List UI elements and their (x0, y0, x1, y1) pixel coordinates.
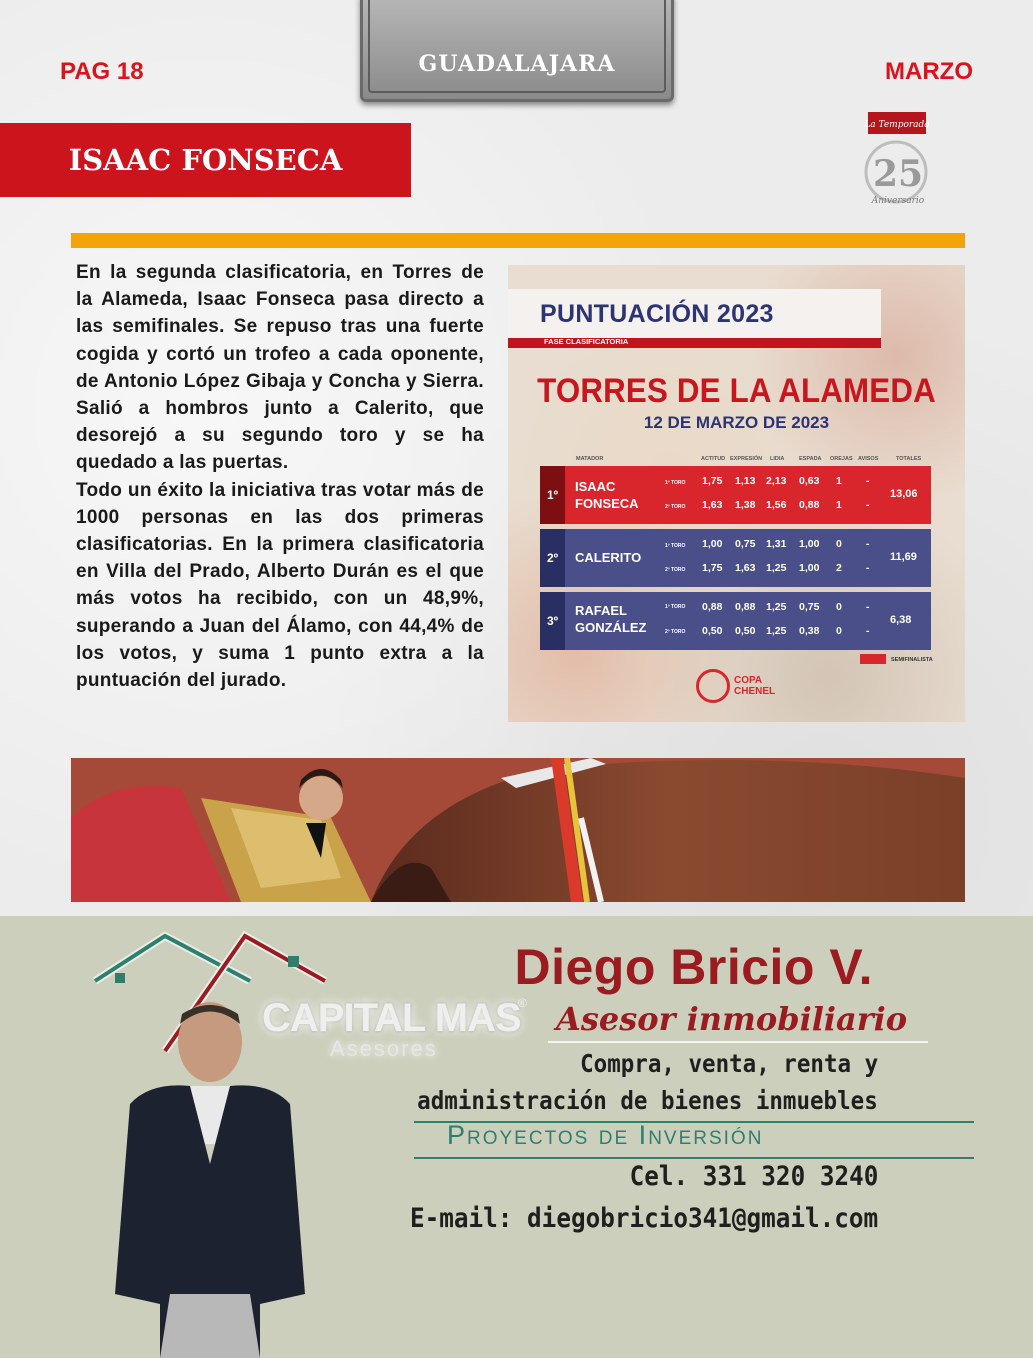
score-value: 1,75 (702, 562, 723, 574)
score-row (540, 529, 931, 587)
score-value: 1,00 (799, 562, 820, 574)
score-value: 1,63 (702, 499, 723, 511)
score-value: - (866, 601, 870, 613)
agent-portrait (110, 994, 310, 1358)
services-line: administración de bienes inmuebles (417, 1086, 878, 1115)
header-totales: TOTALES (896, 456, 922, 462)
matador-name: GONZÁLEZ (575, 620, 647, 635)
score-value: 0,88 (799, 499, 820, 511)
rank: 1º (540, 466, 565, 524)
scorecard-venue: TORRES DE LA ALAMEDA (537, 372, 936, 410)
agent-name: Diego Bricio V. (514, 939, 873, 995)
bullfight-photo (71, 758, 965, 902)
score-value: 0,50 (702, 625, 723, 637)
score-value: 0,63 (799, 475, 820, 487)
city-title: GUADALAJARA (418, 51, 616, 77)
score-value: 0,75 (799, 601, 820, 613)
divider (548, 1041, 928, 1043)
score-value: 2,13 (766, 475, 787, 487)
real-estate-ad (0, 916, 1033, 1358)
toro-label: 1º TORO (665, 543, 686, 549)
toro-label: 1º TORO (665, 480, 686, 486)
score-value: 1,63 (735, 562, 756, 574)
score-value: - (866, 475, 870, 487)
anniversary-logo (858, 110, 938, 210)
rank: 3º (540, 592, 565, 650)
toro-label: 2º TORO (665, 629, 686, 635)
brand-logo (734, 675, 775, 697)
services-line: Compra, venta, renta y (579, 1049, 878, 1078)
header-espada: ESPADA (799, 456, 822, 462)
score-value: 0,75 (735, 538, 756, 550)
toro-label: 2º TORO (665, 567, 686, 573)
agent-role: Asesor inmobiliario (556, 1000, 908, 1038)
section-banner (0, 123, 411, 197)
legend-swatch (860, 654, 886, 664)
score-value: 0,88 (702, 601, 723, 613)
score-value: - (866, 499, 870, 511)
email-address: E-mail: diegobricio341@gmail.com (409, 1203, 878, 1234)
score-value: 0 (836, 625, 842, 637)
scorecard-image (508, 265, 965, 722)
score-value: 0 (836, 601, 842, 613)
header-actitud: ACTITUD (701, 456, 726, 462)
brand-name: CAPITAL MAS (262, 996, 521, 1040)
phone-number: Cel. 331 320 3240 (629, 1161, 878, 1192)
score-value: 1,56 (766, 499, 787, 511)
score-value: 1,00 (799, 538, 820, 550)
matador-name: FONSECA (575, 496, 639, 511)
section-title: ISAAC FONSECA (68, 143, 343, 177)
score-value: 1 (836, 475, 842, 487)
score-row (540, 592, 931, 650)
score-value: - (866, 562, 870, 574)
score-value: - (866, 625, 870, 637)
article-body (76, 259, 484, 694)
score-value: 0 (836, 538, 842, 550)
score-value: 1,38 (735, 499, 756, 511)
brand-subtitle: Asesores (330, 1036, 438, 1061)
logo-sub-text: Aniversario (871, 196, 925, 206)
total-score: 6,38 (890, 614, 912, 626)
score-value: 0,50 (735, 625, 756, 637)
header-expresion: EXPRESIÓN (730, 456, 763, 462)
rank: 2º (540, 529, 565, 587)
toro-label: 2º TORO (665, 504, 686, 510)
registered-mark: ® (518, 996, 527, 1010)
scorecard-phase: FASE CLASIFICATORIA (544, 337, 629, 346)
header-orejas: OREJAS (830, 456, 853, 462)
score-value: 2 (836, 562, 842, 574)
score-value: 1,31 (766, 538, 787, 550)
toro-label: 1º TORO (665, 604, 686, 610)
score-value: - (866, 538, 870, 550)
score-value: 1,25 (766, 601, 787, 613)
score-value: 1,00 (702, 538, 723, 550)
scorecard-title: PUNTUACIÓN 2023 (540, 300, 774, 328)
matador-name: RAFAEL (575, 603, 627, 618)
bull-head-icon (696, 669, 730, 703)
score-row (540, 466, 931, 524)
logo-top-text: La Temporada (864, 120, 930, 130)
score-value: 1,25 (766, 562, 787, 574)
total-score: 11,69 (890, 551, 917, 563)
matador-name: ISAAC (575, 479, 616, 494)
score-value: 1,75 (702, 475, 723, 487)
score-value: 1 (836, 499, 842, 511)
score-value: 1,13 (735, 475, 756, 487)
divider (414, 1157, 974, 1159)
month-label: MARZO (885, 58, 973, 85)
gold-divider (71, 233, 965, 248)
scorecard-date: 12 DE MARZO DE 2023 (643, 413, 830, 432)
total-score: 13,06 (890, 488, 918, 500)
brand-line: CHENEL (734, 686, 776, 697)
header-matador: MATADOR (576, 456, 604, 462)
legend-label: SEMIFINALISTA (891, 657, 933, 663)
score-value: 0,38 (799, 625, 820, 637)
header-lidia: LIDIA (770, 456, 785, 462)
brand-line: COPA (734, 675, 763, 686)
projects-line: Proyectos de Inversión (447, 1120, 764, 1150)
city-tab (360, 0, 674, 102)
logo-number: 25 (872, 153, 924, 195)
matador-name: CALERITO (575, 550, 642, 565)
score-value: 0,88 (735, 601, 756, 613)
article-paragraph: Todo un éxito la iniciativa tras votar más de 1000 personas en las dos primeras clasificatorias. En la primera clasificatoria en Villa del Prado, Alberto Durán es el que más votos ha recibido, con un 48,9%, superando a Juan del Álamo, con 44,4% de los votos, y suma 1 punto extra a la puntuación del jurado. (76, 479, 484, 692)
header-avisos: AVISOS (858, 456, 879, 462)
page-number: PAG 18 (60, 58, 144, 85)
score-value: 1,25 (766, 625, 787, 637)
bullfight-illustration (71, 758, 965, 902)
article-paragraph: En la segunda clasificatoria, en Torres de la Alameda, Isaac Fonseca pasa directo a las semifinales. Se repuso tras una fuerte cogida y cortó un trofeo a cada oponente, de Antonio López Gibaja y Concha y Sierra. Salió a hombros junto a Calerito, que desorejó a su segundo toro y se ha quedado a las puertas. (76, 262, 484, 474)
